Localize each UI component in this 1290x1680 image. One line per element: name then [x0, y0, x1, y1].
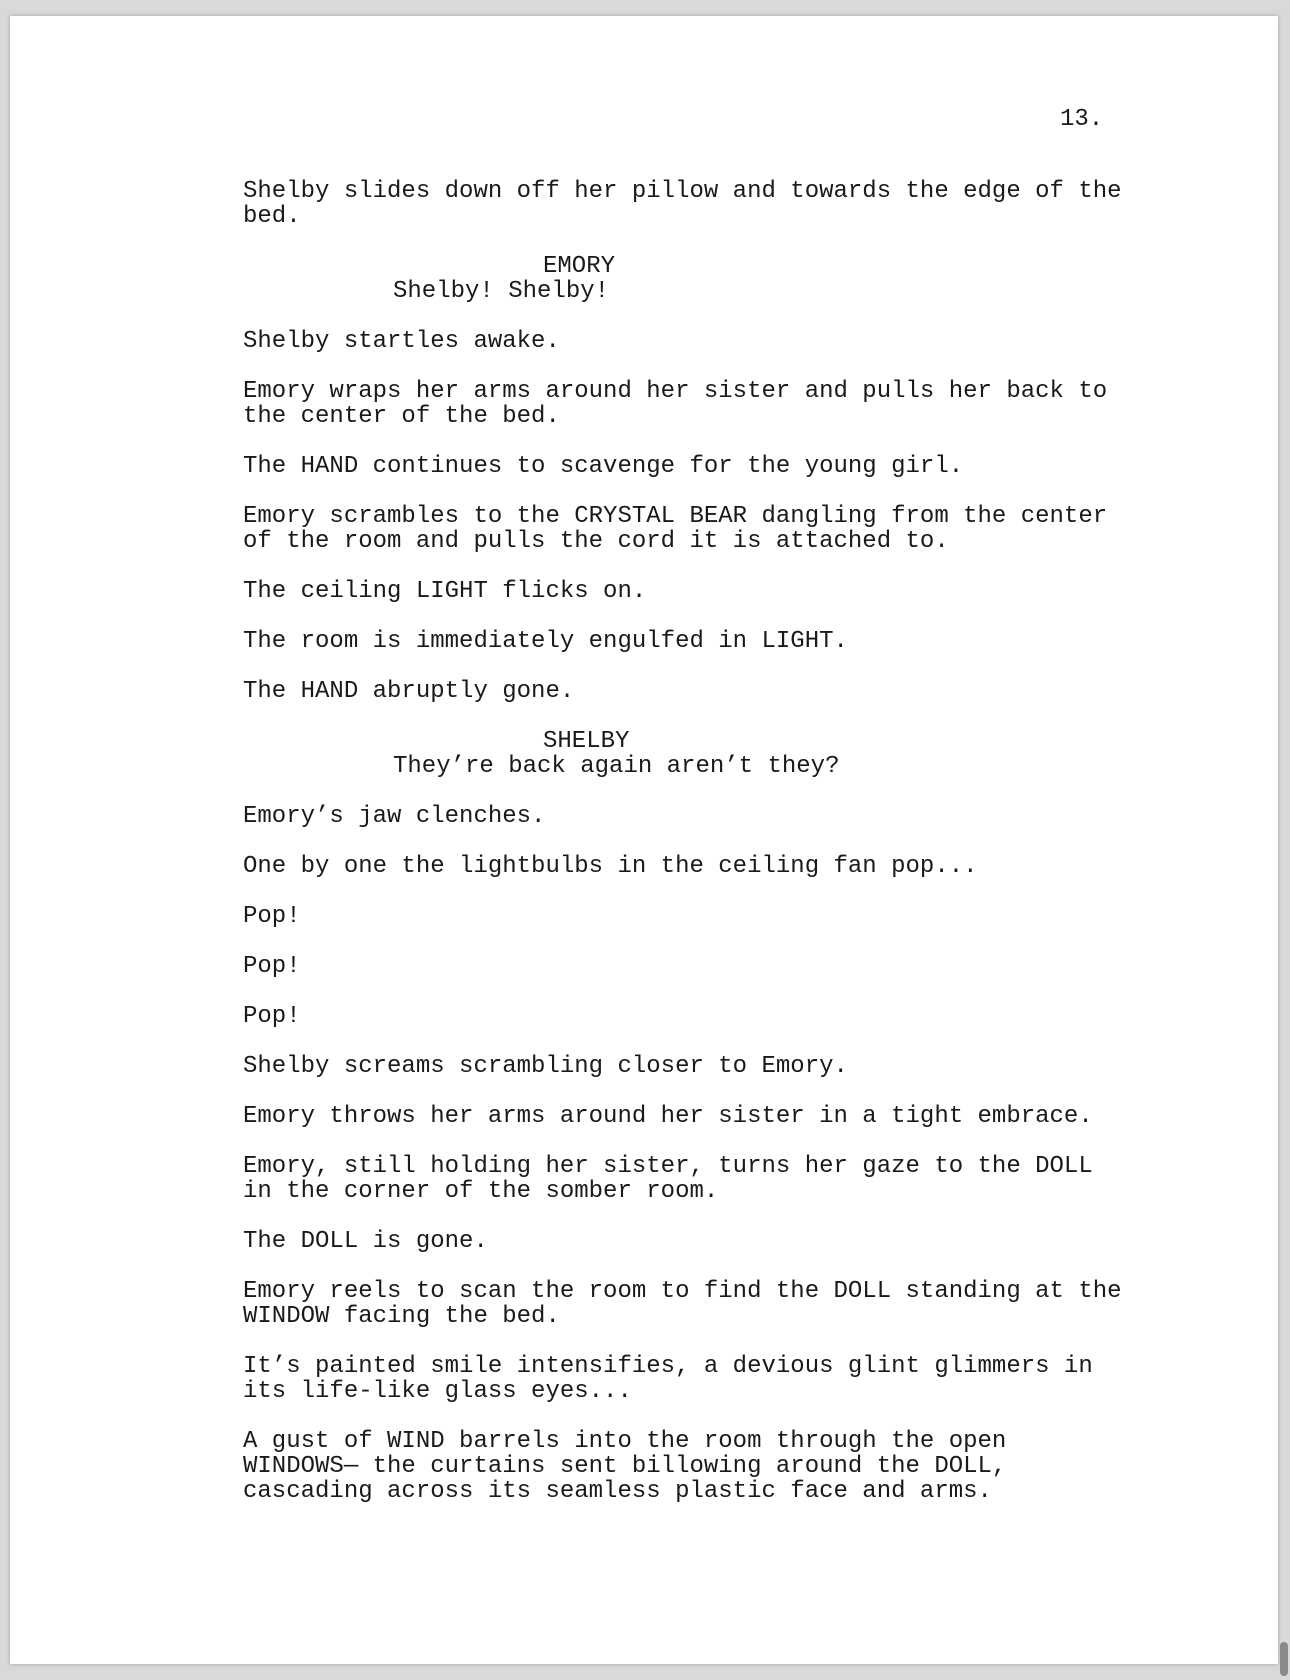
script-page: [10, 16, 1278, 1664]
action-line: One by one the lightbulbs in the ceiling fan pop...: [243, 853, 978, 880]
action-line: Emory wraps her arms around her sister and pulls her back to the center of the bed.: [243, 378, 1108, 430]
action-line: Shelby slides down off her pillow and towards the edge of the bed.: [243, 178, 1122, 230]
character-name: EMORY: [543, 253, 616, 280]
action-line: Pop!: [243, 953, 301, 980]
action-line: A gust of WIND barrels into the room through the open WINDOWS— the curtains sent billowing around the DOLL, cascading across its seamless plastic face and arms.: [243, 1428, 1007, 1505]
script-body: [243, 179, 1143, 1529]
action-line: The ceiling LIGHT flicks on.: [243, 578, 647, 605]
character-name: SHELBY: [543, 728, 630, 755]
action-line: The DOLL is gone.: [243, 1228, 488, 1255]
action-line: The HAND continues to scavenge for the young girl.: [243, 453, 964, 480]
action-line: Emory’s jaw clenches.: [243, 803, 546, 830]
vertical-scrollbar[interactable]: [1280, 1642, 1288, 1676]
action-line: The HAND abruptly gone.: [243, 678, 575, 705]
action-line: Shelby startles awake.: [243, 328, 560, 355]
action-line: Emory reels to scan the room to find the DOLL standing at the WINDOW facing the bed.: [243, 1278, 1122, 1330]
dialogue-line: Shelby! Shelby!: [393, 278, 610, 305]
dialogue-line: They’re back again aren’t they?: [393, 753, 840, 780]
action-line: Emory throws her arms around her sister in a tight embrace.: [243, 1103, 1093, 1130]
action-line: The room is immediately engulfed in LIGHT.: [243, 628, 848, 655]
action-line: It’s painted smile intensifies, a devious glint glimmers in its life-like glass eyes...: [243, 1353, 1093, 1405]
action-line: Emory, still holding her sister, turns her gaze to the DOLL in the corner of the somber room.: [243, 1153, 1093, 1205]
page-number: 13.: [1060, 106, 1104, 133]
action-line: Shelby screams scrambling closer to Emory.: [243, 1053, 848, 1080]
action-line: Pop!: [243, 903, 301, 930]
action-line: Pop!: [243, 1003, 301, 1030]
action-line: Emory scrambles to the CRYSTAL BEAR dangling from the center of the room and pulls the cord it is attached to.: [243, 503, 1108, 555]
